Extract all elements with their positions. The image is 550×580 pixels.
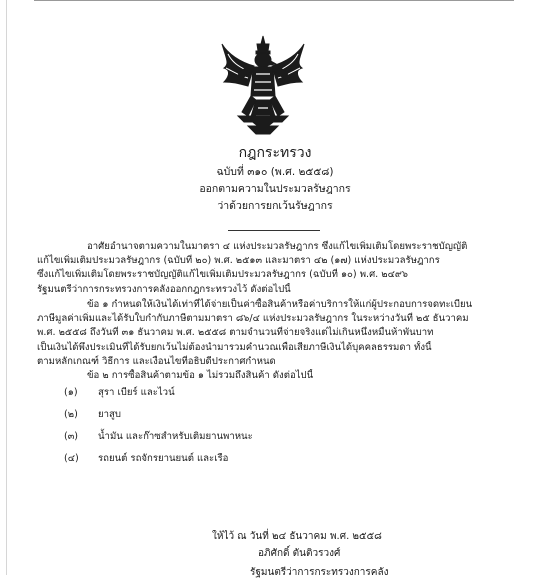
clause-1-line: เป็นเงินได้พึงประเมินที่ได้รับยกเว้นไม่ต้องนำมารวมคำนวณเพื่อเสียภาษีเงินได้บุคคลธรรมดา ทั้งนี้ — [37, 341, 432, 353]
list-item-number: (๔) — [64, 453, 79, 464]
preamble-paragraph — [37, 240, 515, 297]
signatory-position: รัฐมนตรีว่าการกระทรวงการคลัง — [250, 567, 389, 578]
list-item — [64, 386, 175, 400]
preamble-line: อาศัยอำนาจตามความในมาตรา ๔ แห่งประมวลรัษฎากร ซึ่งแก้ไขเพิ่มเติมโดยพระราชบัญญัติ — [87, 241, 468, 252]
list-item-text: รถยนต์ รถจักรยานยนต์ และเรือ — [98, 453, 229, 464]
list-item-number: (๑) — [64, 387, 78, 398]
list-item — [64, 452, 228, 466]
document-title: กฎกระทรวง — [238, 145, 312, 161]
document-authority: ออกตามความในประมวลรัษฎากร — [199, 183, 351, 195]
list-item — [64, 408, 121, 422]
list-item-text: ยาสูบ — [98, 409, 121, 420]
preamble-line: รัฐมนตรีว่าการกระทรวงการคลังออกกฎกระทรวงไว้ ดังต่อไปนี้ — [37, 283, 291, 295]
list-item-text: สุรา เบียร์ และไวน์ — [98, 387, 175, 398]
clause-1-line: ข้อ ๑ กำหนดให้เงินได้เท่าที่ได้จ่ายเป็นค่าซื้อสินค้าหรือค่าบริการให้แก่ผู้ประกอบการจดทะเบียน — [87, 299, 473, 310]
clause-1-paragraph — [37, 298, 515, 369]
clause-2-heading: ข้อ ๒ การซื้อสินค้าตามข้อ ๑ ไม่รวมถึงสินค้า ดังต่อไปนี้ — [87, 370, 314, 381]
list-item-number: (๒) — [64, 409, 78, 420]
signatory-name: อภิศักดิ์ ตันติวรวงศ์ — [258, 548, 341, 559]
top-divider — [34, 0, 514, 1]
clause-2-heading-block — [37, 369, 515, 383]
preamble-line: ซึ่งแก้ไขเพิ่มเติมโดยพระราชบัญญัติแก้ไขเพิ่มเติมประมวลรัษฎากร (ฉบับที่ ๑๐) พ.ศ. ๒๔๙๖ — [37, 269, 408, 281]
document-issue: ฉบับที่ ๓๑๐ (พ.ศ. ๒๕๕๘) — [216, 166, 334, 178]
list-item — [64, 430, 253, 444]
preamble-line: แก้ไขเพิ่มเติมประมวลรัษฎากร (ฉบับที่ ๒๐) พ.ศ. ๒๕๑๓ และมาตรา ๔๒ (๑๗) แห่งประมวลรัษฎากร — [37, 255, 440, 267]
page-edge — [6, 0, 7, 575]
title-separator — [228, 230, 320, 231]
clause-1-line: พ.ศ. ๒๕๕๘ ถึงวันที่ ๓๑ ธันวาคม พ.ศ. ๒๕๕๘ ตามจำนวนที่จ่ายจริงแต่ไม่เกินหนึ่งหมื่นห้าพันบาท — [37, 327, 434, 339]
signature-date: ให้ไว้ ณ วันที่ ๒๔ ธันวาคม พ.ศ. ๒๕๕๘ — [212, 531, 382, 542]
document-subject: ว่าด้วยการยกเว้นรัษฎากร — [217, 200, 333, 212]
list-item-number: (๓) — [64, 431, 79, 442]
clause-1-line: ตามหลักเกณฑ์ วิธีการ และเงื่อนไขที่อธิบดีประกาศกำหนด — [37, 355, 276, 367]
clause-1-line: ภาษีมูลค่าเพิ่มและได้รับใบกำกับภาษีตามมาตรา ๘๖/๔ แห่งประมวลรัษฎากร ในระหว่างวันที่ ๒๕ ธันวาคม — [37, 313, 469, 325]
garuda-emblem-icon — [218, 34, 308, 138]
list-item-text: น้ำมัน และก๊าซสำหรับเติมยานพาหนะ — [98, 431, 253, 442]
